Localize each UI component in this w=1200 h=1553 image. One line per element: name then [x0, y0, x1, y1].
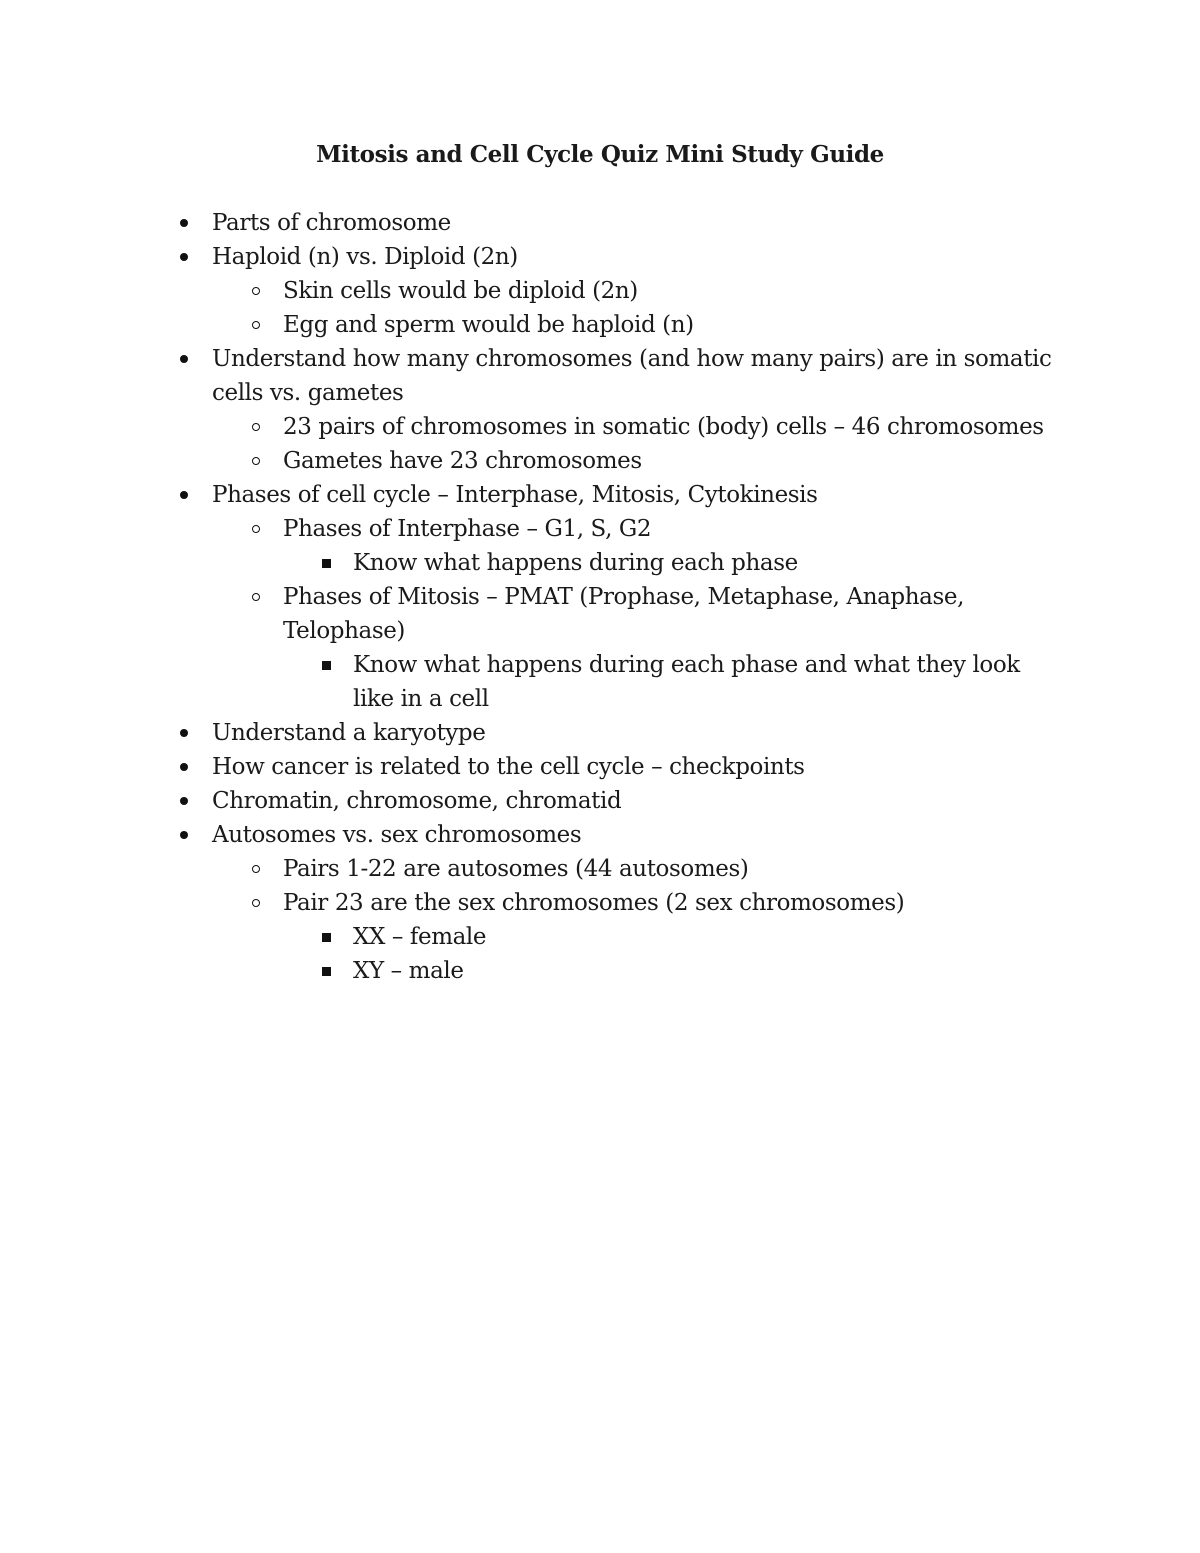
list-item-level-3	[0, 546, 1200, 580]
list-item-text: Gametes have 23 chromosomes	[283, 448, 642, 474]
square-bullet-icon	[316, 546, 336, 580]
filled-bullet-icon	[174, 206, 194, 240]
list-item-level-2	[0, 512, 1200, 546]
list-item-level-1	[0, 750, 1200, 784]
hollow-bullet-icon	[246, 274, 266, 308]
filled-bullet-icon	[174, 716, 194, 750]
square-bullet-icon	[316, 648, 336, 682]
document-title: Mitosis and Cell Cycle Quiz Mini Study Guide	[316, 141, 884, 168]
list-item-level-3	[0, 920, 1200, 954]
list-item-text: Pair 23 are the sex chromosomes (2 sex chromosomes)	[283, 890, 905, 916]
list-item-level-2	[0, 886, 1200, 920]
list-item-level-1	[0, 478, 1200, 512]
list-item-level-2	[0, 444, 1200, 478]
list-item-text: Understand a karyotype	[212, 720, 486, 746]
hollow-bullet-icon	[246, 886, 266, 920]
list-item-text: Know what happens during each phase	[353, 550, 798, 576]
list-item-level-1	[0, 240, 1200, 274]
list-item-level-2	[0, 410, 1200, 444]
list-item-text: XY – male	[353, 958, 464, 984]
filled-bullet-icon	[174, 818, 194, 852]
list-item-text: Skin cells would be diploid (2n)	[283, 278, 638, 304]
outline-list	[0, 206, 1200, 988]
list-item-level-2	[0, 274, 1200, 308]
list-item-text: Know what happens during each phase and what they look	[353, 652, 1020, 678]
list-item-text: Haploid (n) vs. Diploid (2n)	[212, 244, 518, 270]
list-item-text: XX – female	[353, 924, 487, 950]
list-item-text: Telophase)	[283, 618, 406, 644]
list-item-text: Phases of cell cycle – Interphase, Mitosis, Cytokinesis	[212, 482, 818, 508]
list-item-text: Understand how many chromosomes (and how many pairs) are in somatic	[212, 346, 1052, 372]
hollow-bullet-icon	[246, 580, 266, 614]
list-item-text: Egg and sperm would be haploid (n)	[283, 312, 694, 338]
filled-bullet-icon	[174, 478, 194, 512]
hollow-bullet-icon	[246, 410, 266, 444]
list-item-level-2	[0, 852, 1200, 886]
filled-bullet-icon	[174, 240, 194, 274]
square-bullet-icon	[316, 920, 336, 954]
list-item-level-1	[0, 342, 1200, 410]
list-item-level-1	[0, 206, 1200, 240]
list-item-level-2	[0, 580, 1200, 648]
list-item-text: like in a cell	[353, 686, 489, 712]
list-item-text: Pairs 1-22 are autosomes (44 autosomes)	[283, 856, 749, 882]
list-item-level-2	[0, 308, 1200, 342]
square-bullet-icon	[316, 954, 336, 988]
list-item-text: Phases of Mitosis – PMAT (Prophase, Metaphase, Anaphase,	[283, 584, 964, 610]
list-item-level-3	[0, 648, 1200, 716]
list-item-text: Autosomes vs. sex chromosomes	[212, 822, 582, 848]
filled-bullet-icon	[174, 342, 194, 376]
hollow-bullet-icon	[246, 852, 266, 886]
list-item-text: Phases of Interphase – G1, S, G2	[283, 516, 652, 542]
list-item-text: Chromatin, chromosome, chromatid	[212, 788, 622, 814]
hollow-bullet-icon	[246, 512, 266, 546]
list-item-level-1	[0, 716, 1200, 750]
filled-bullet-icon	[174, 784, 194, 818]
list-item-level-1	[0, 784, 1200, 818]
list-item-text: How cancer is related to the cell cycle – checkpoints	[212, 754, 805, 780]
list-item-text: Parts of chromosome	[212, 210, 451, 236]
list-item-level-3	[0, 954, 1200, 988]
list-item-text: 23 pairs of chromosomes in somatic (body) cells – 46 chromosomes	[283, 414, 1044, 440]
list-item-text: cells vs. gametes	[212, 380, 404, 406]
list-item-level-1	[0, 818, 1200, 852]
filled-bullet-icon	[174, 750, 194, 784]
hollow-bullet-icon	[246, 444, 266, 478]
hollow-bullet-icon	[246, 308, 266, 342]
